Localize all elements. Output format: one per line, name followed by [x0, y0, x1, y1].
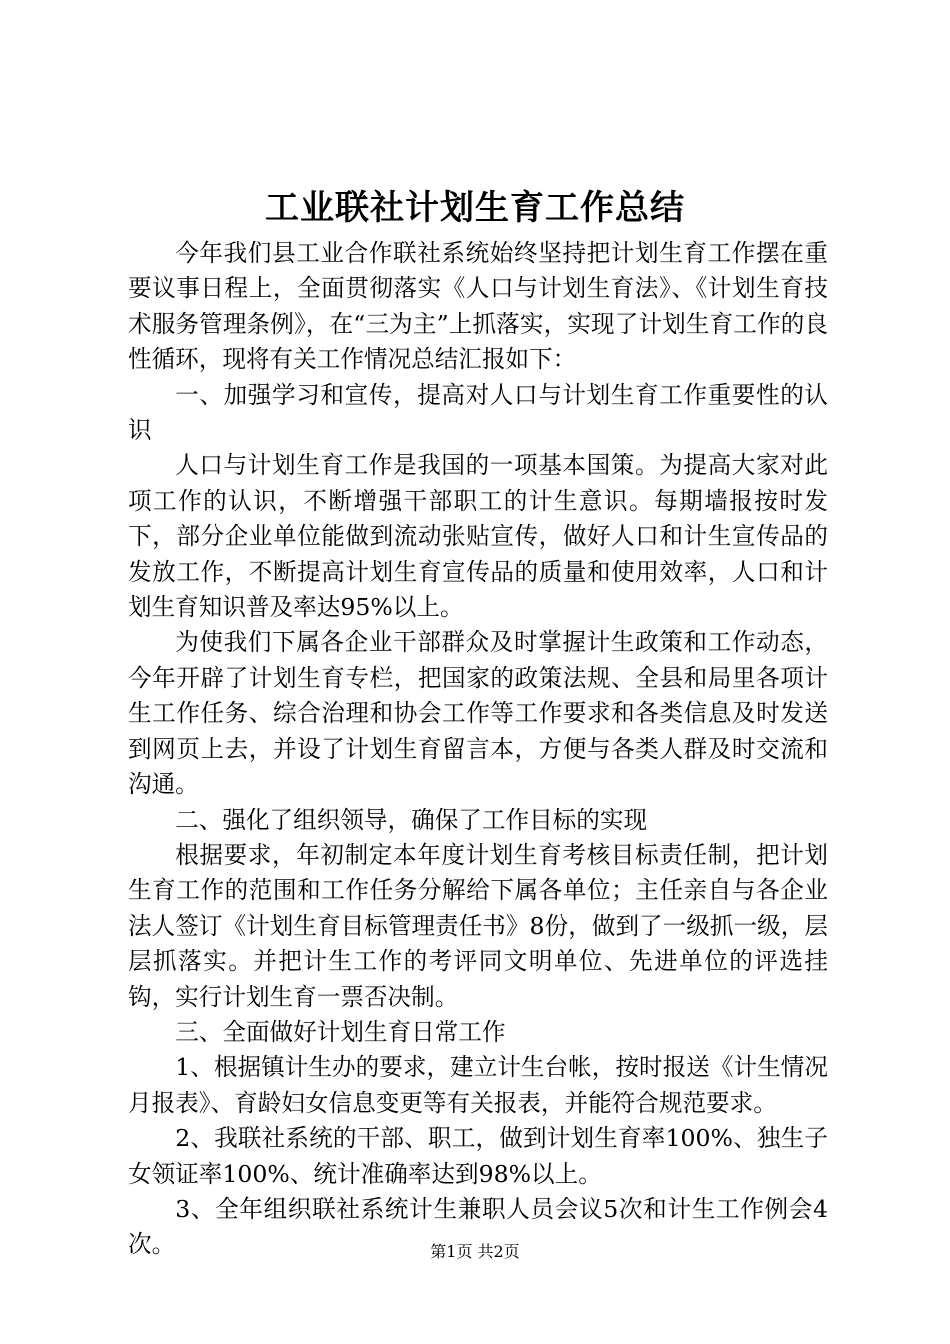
- list-item: 1、根据镇计生办的要求，建立计生台帐，按时报送《计生情况月报表》、育龄妇女信息变更等有关报表，并能符合规范要求。: [128, 1053, 828, 1117]
- document-body: [128, 236, 828, 1263]
- document-title: 工业联社计划生育工作总结: [265, 188, 685, 228]
- paragraph: 人口与计划生育工作是我国的一项基本国策。为提高大家对此项工作的认识，不断增强干部职工的计生意识。每期墙报按时发下，部分企业单位能做到流动张贴宣传，做好人口和计生宣传品的发放工作，不断提高计划生育宣传品的质量和使用效率，人口和计划生育知识普及率达95%以上。: [128, 451, 828, 622]
- section-heading-1: 一、加强学习和宣传，提高对人口与计划生育工作重要性的认识: [128, 380, 828, 445]
- paragraph: 根据要求，年初制定本年度计划生育考核目标责任制，把计划生育工作的范围和工作任务分解给下属各单位；主任亲自与各企业法人签订《计划生育目标管理责任书》8份，做到了一级抓一级，层层抓落实。并把计生工作的考评同文明单位、先进单位的评选挂钩，实行计划生育一票否决制。: [128, 840, 828, 1011]
- section-heading-2: 二、强化了组织领导，确保了工作目标的实现: [175, 805, 648, 834]
- list-item: 3、全年组织联社系统计生兼职人员会议5次和计生工作例会4次。: [128, 1194, 828, 1259]
- section-heading-3: 三、全面做好计划生育日常工作: [175, 1017, 506, 1046]
- paragraph: 为使我们下属各企业干部群众及时掌握计生政策和工作动态，今年开辟了计划生育专栏，把国家的政策法规、全县和局里各项计生工作任务、综合治理和协会工作等工作要求和各类信息及时发送到网页上去，并设了计划生育留言本，方便与各类人群及时交流和沟通。: [128, 628, 828, 799]
- page-footer: 第1页 共2页: [430, 1242, 520, 1261]
- list-item: 2、我联社系统的干部、职工，做到计划生育率100%、独生子女领证率100%、统计准确率达到98%以上。: [128, 1124, 828, 1188]
- paragraph-intro: 今年我们县工业合作联社系统始终坚持把计划生育工作摆在重要议事日程上，全面贯彻落实《人口与计划生育法》、《计划生育技术服务管理条例》，在“三为主”上抓落实，实现了计划生育工作的良性循环，现将有关工作情况总结汇报如下：: [128, 239, 828, 374]
